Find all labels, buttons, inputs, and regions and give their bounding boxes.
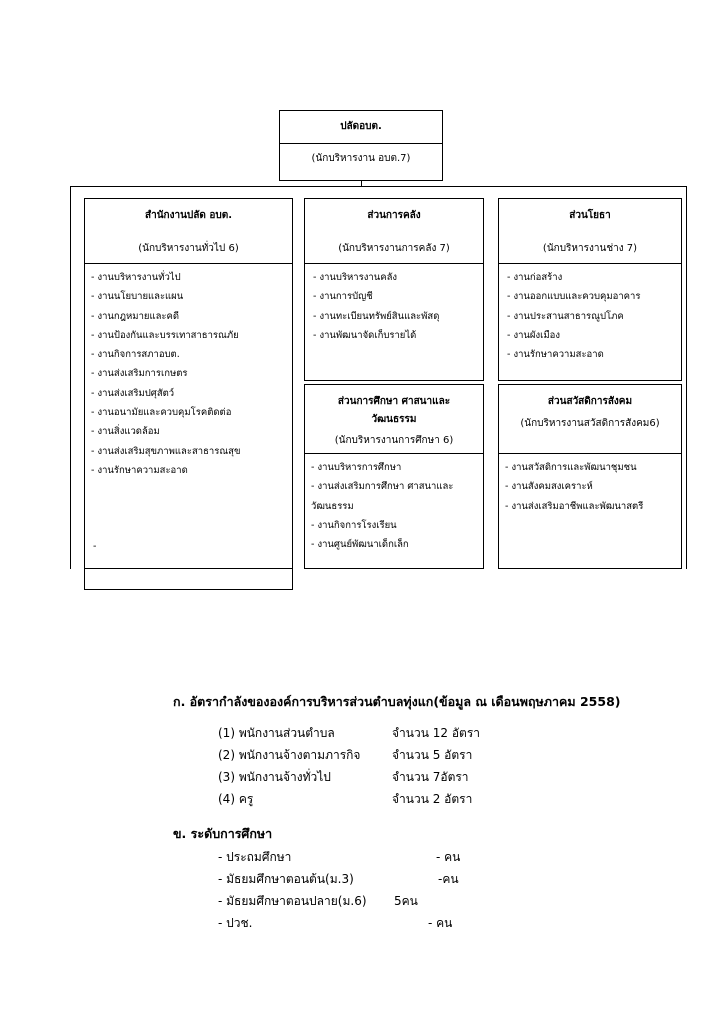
list-item: - งานบริหารงานคลัง <box>313 272 398 283</box>
list-item: - งานผังเมือง <box>507 329 560 341</box>
list-item: - งานอนามัยและควบคุมโรคติดต่อ <box>91 407 232 419</box>
welfare-divider <box>499 453 681 454</box>
connector-right-drop <box>686 186 687 569</box>
list-item: - งานศูนย์พัฒนาเด็กเล็ก <box>311 539 409 551</box>
welfare-subtitle: (นักบริหารงานสวัสดิการสังคม6) <box>520 418 660 429</box>
list-item: - งานสวัสดิการและพัฒนาชุมชน <box>505 462 637 473</box>
education-row-label: - ประถมศึกษา <box>218 850 292 864</box>
education-row-value: - คน <box>436 850 461 864</box>
staff-row-label: (2) พนักงานจ้างตามภารกิจ <box>218 748 361 762</box>
staff-row-label: (4) ครู <box>218 792 254 806</box>
staff-row-value: จำนวน 2 อัตรา <box>392 792 473 806</box>
office-trailing-dash: - <box>93 541 97 552</box>
welfare-title: ส่วนสวัสดิการสังคม <box>547 396 633 407</box>
list-item: - งานส่งเสริมการศึกษา ศาสนาและ <box>311 481 454 493</box>
list-item: - งานรักษาความสะอาด <box>91 464 188 476</box>
education-title-line1: ส่วนการศึกษา ศาสนาและ <box>337 396 451 407</box>
education-task-list <box>311 458 453 554</box>
list-item: - งานสิ่งแวดล้อม <box>91 426 160 438</box>
list-item: - งานออกแบบและควบคุมอาคาร <box>507 291 641 303</box>
office-subtitle: (นักบริหารงานทั่วไป 6) <box>138 243 239 254</box>
list-item: - งานรักษาความสะอาด <box>507 349 604 361</box>
connector-left-drop <box>70 186 71 569</box>
education-title-line2: วัฒนธรรม <box>371 414 417 425</box>
list-item: - งานทะเบียนทรัพย์สินและพัสดุ <box>313 310 440 322</box>
list-item: - งานส่งเสริมการเกษตร <box>91 368 188 380</box>
list-item: - งานนโยบายและแผน <box>91 291 184 303</box>
staff-row-label: (3) พนักงานจ้างทั่วไป <box>218 770 331 784</box>
top-divider <box>280 143 442 144</box>
education-row-label: - มัธยมศึกษาตอนปลาย(ม.6) <box>218 894 367 908</box>
list-item: - งานบริหารงานทั่วไป <box>91 272 181 283</box>
finance-divider <box>305 263 483 264</box>
office-divider <box>85 263 292 264</box>
office-title: สำนักงานปลัด อบต. <box>144 210 233 221</box>
top-title: ปลัดอบต. <box>340 121 382 132</box>
list-item: - งานพัฒนาจัดเก็บรายได้ <box>313 329 417 341</box>
staff-row-value: จำนวน 5 อัตรา <box>392 748 473 762</box>
education-row-value: -คน <box>438 872 459 886</box>
finance-box <box>304 198 484 381</box>
list-item: - งานส่งเสริมสุขภาพและสาธารณสุข <box>91 445 241 457</box>
education-divider <box>305 453 483 454</box>
section-b-heading: ข. ระดับการศึกษา <box>173 826 273 841</box>
top-box <box>279 110 443 181</box>
top-subtitle: (นักบริหารงาน อบต.7) <box>311 153 411 164</box>
education-box <box>304 384 484 569</box>
staff-row-label: (1) พนักงานส่วนตำบล <box>218 726 335 740</box>
list-item: - งานส่งเสริมปศุสัตว์ <box>91 387 175 399</box>
finance-title: ส่วนการคลัง <box>367 210 421 221</box>
works-divider <box>499 263 681 264</box>
list-item: - งานส่งเสริมอาชีพและพัฒนาสตรี <box>505 500 644 512</box>
works-subtitle: (นักบริหารงานช่าง 7) <box>542 243 638 254</box>
list-item: - งานป้องกันและบรรเทาสาธารณภัย <box>91 329 239 341</box>
staff-row-value: จำนวน 7อัตรา <box>392 770 469 784</box>
works-task-list <box>507 268 640 364</box>
welfare-task-list <box>505 458 643 516</box>
section-a-heading: ก. อัตรากำลังขององค์การบริหารส่วนตำบลทุ่งแก(ข้อมูล ณ เดือนพฤษภาคม 2558) <box>173 694 621 709</box>
list-item: - งานประสานสาธารณูปโภค <box>507 310 624 322</box>
education-row-value: - คน <box>428 916 453 930</box>
list-item: - งานการบัญชี <box>313 291 373 303</box>
staff-row-value: จำนวน 12 อัตรา <box>392 726 480 740</box>
welfare-box <box>498 384 682 569</box>
list-item: - งานกฎหมายและคดี <box>91 310 180 322</box>
list-item: วัฒนธรรม <box>311 500 354 512</box>
list-item: - งานสังคมสงเคราะห์ <box>505 481 593 493</box>
finance-subtitle: (นักบริหารงานการคลัง 7) <box>338 243 450 254</box>
education-row-label: - มัธยมศึกษาตอนต้น(ม.3) <box>218 872 354 886</box>
works-title: ส่วนโยธา <box>569 210 611 221</box>
list-item: - งานกิจการสภาอบต. <box>91 349 180 361</box>
education-row-value: 5คน <box>394 894 418 908</box>
connector-horizontal <box>70 186 687 187</box>
office-task-list <box>91 268 240 480</box>
list-item: - งานกิจการโรงเรียน <box>311 519 397 531</box>
office-box <box>84 198 293 590</box>
list-item: - งานก่อสร้าง <box>507 272 563 283</box>
finance-task-list <box>313 268 439 345</box>
office-bottom-divider <box>85 568 292 569</box>
education-row-label: - ปวช. <box>218 916 253 930</box>
education-subtitle: (นักบริหารงานการศึกษา 6) <box>334 435 454 446</box>
works-box <box>498 198 682 381</box>
list-item: - งานบริหารการศึกษา <box>311 462 402 473</box>
